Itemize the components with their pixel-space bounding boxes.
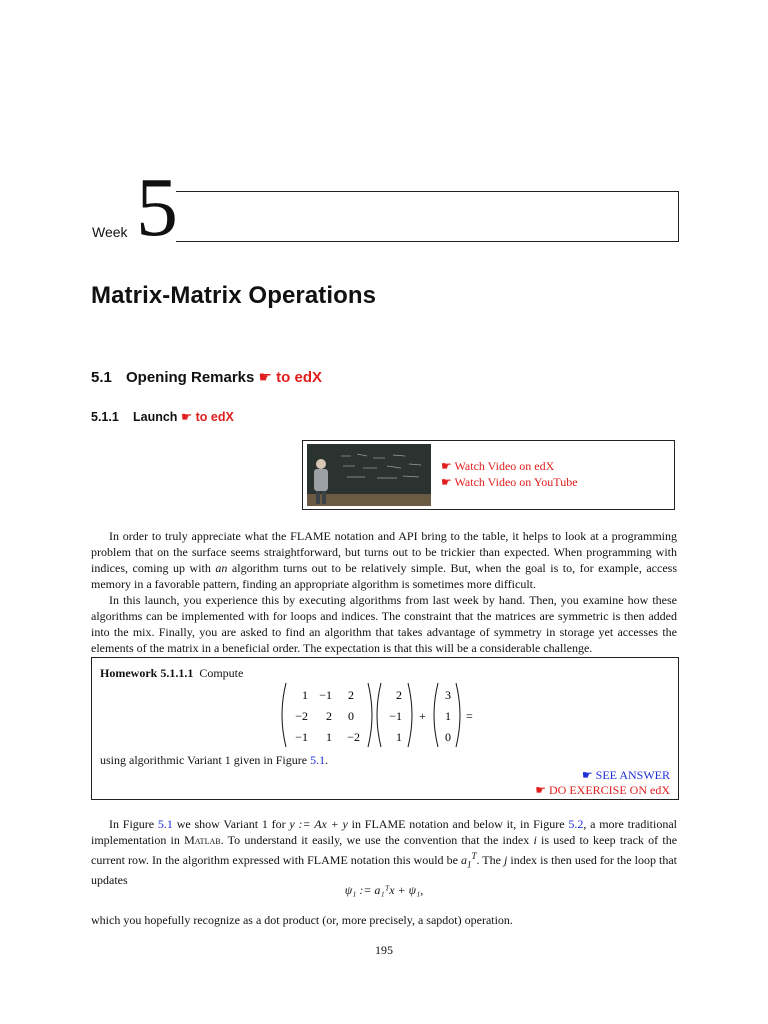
matrix-entry-1-2: 0 [348, 709, 354, 723]
vector-y-entry-0: 3 [445, 688, 451, 702]
p3-expression: y := Ax + y [289, 817, 348, 831]
homework-box [91, 657, 679, 800]
watch-youtube-text: Watch Video on YouTube [454, 475, 578, 489]
pointing-hand-icon: ☛ [258, 369, 277, 386]
page-number: 195 [375, 943, 393, 957]
figure-5-1-ref[interactable]: 5.1 [157, 817, 173, 831]
see-answer-link[interactable] [535, 768, 670, 783]
p3-text-7: . The [476, 853, 505, 867]
figure-5-1-link[interactable]: 5.1 [310, 753, 326, 767]
p1-text-b: algorithm turns out to be relatively simple. But, when the goal is to, for example, access memory in a favorable pattern, finding an appropriate algorithm is sometimes more difficult. [91, 561, 677, 591]
paragraph-intro [91, 528, 677, 592]
matrix-entry-2-2: −2 [347, 730, 360, 744]
matrix-entry-2-1: 1 [326, 730, 332, 744]
update-formula: ψ₁ := a₁ᵀx + ψ₁, [344, 883, 424, 897]
week-number: 5 [136, 161, 178, 254]
p3-text-3: in FLAME notation and below it, in Figure [347, 817, 569, 831]
p1-text-a: In order to truly appreciate what the FLAME notation and API bring to the table, it helps to look at a programming problem that on the surface seems straightforward, but turns out to be trickier than expected. When programming with indices, coming up with [91, 529, 677, 575]
do-exercise-text: DO EXERCISE ON edX [549, 783, 670, 797]
pointing-hand-icon: ☛ [535, 783, 549, 797]
pointing-hand-icon: ☛ [180, 410, 196, 424]
matrix-entry-0-0: 1 [302, 688, 308, 702]
p1-emphasis: an [215, 561, 228, 575]
section-link-text: to edX [276, 369, 323, 386]
section-edx-link[interactable] [259, 369, 322, 386]
video-thumbnail[interactable] [307, 444, 431, 506]
homework-equation [280, 680, 500, 750]
subsection-title: Launch [133, 410, 178, 424]
variant-end: . [325, 753, 329, 767]
do-exercise-link[interactable] [535, 783, 670, 798]
p2-text: In this launch, you experience this by executing algorithms from last week by hand. Then, you examine how these algorithms can be implemented with for loops and indices. The constraint that the matrices are symmetric is then added into the mix. Finally, you are asked to find an algorithm that takes advantage of symmetry in storage yet accesses the elements of the matrix in a beneficial order. The expectation is that this will be a considerable challenge. [91, 593, 677, 655]
variant-text: using algorithmic Variant 1 given in Figure [100, 753, 311, 767]
figure-5-2-ref[interactable]: 5.2 [568, 817, 584, 831]
matrix-entry-1-1: 2 [326, 709, 332, 723]
subsection-edx-link[interactable] [181, 410, 234, 424]
homework-text: Compute [199, 666, 244, 680]
homework-title [100, 666, 243, 681]
pointing-hand-icon: ☛ [441, 459, 455, 473]
matlab-name: Matlab [184, 833, 221, 847]
vector-x-entry-2: 1 [396, 730, 402, 744]
video-links [441, 458, 578, 490]
vector-x-entry-0: 2 [396, 688, 402, 702]
lecture-video-thumbnail [307, 444, 431, 506]
p3-text-6: is used to keep track of the current row. In the algorithm expressed with FLAME notation this would be [91, 833, 678, 867]
section-heading [91, 368, 322, 386]
subsection-number: 5.1.1 [91, 410, 119, 424]
video-box [302, 440, 675, 510]
index-j: j [504, 853, 508, 867]
week-header-box [91, 191, 679, 242]
vector-y-entry-2: 0 [445, 730, 451, 744]
matrix-entry-0-2: 2 [348, 688, 354, 702]
vector-x-entry-1: −1 [389, 709, 402, 723]
pointing-hand-icon: ☛ [581, 768, 596, 782]
p3-text-5: . To understand it easily, we use the convention that the index [220, 833, 534, 847]
p3-text-4: , a more traditional implementation in [91, 817, 677, 847]
matrix-entry-0-1: −1 [319, 688, 332, 702]
homework-links [535, 768, 670, 798]
p3-text-1: In Figure [109, 817, 158, 831]
homework-label: Homework 5.1.1.1 [100, 666, 194, 680]
plus-sign: + [419, 709, 426, 723]
paragraph-variant [91, 816, 677, 888]
matrix-entry-2-0: −1 [295, 730, 308, 744]
section-title: Opening Remarks [126, 369, 255, 386]
homework-variant-text [100, 753, 328, 768]
see-answer-text: SEE ANSWER [595, 768, 670, 782]
watch-edx-link[interactable] [441, 458, 578, 474]
watch-youtube-link[interactable] [441, 474, 578, 490]
paragraph-launch [91, 592, 677, 656]
vector-y-entry-1: 1 [445, 709, 451, 723]
paragraph-dot-product: which you hopefully recognize as a dot product (or, more precisely, a sapdot) operation. [91, 913, 513, 927]
a1-symbol: a [460, 853, 467, 867]
matrix-entry-1-0: −2 [295, 709, 308, 723]
subsection-link-text: to edX [195, 410, 234, 424]
subsection-heading [91, 409, 234, 424]
p3-text-8: index is then used for the loop that updates [91, 853, 677, 888]
section-number: 5.1 [91, 369, 112, 386]
row-vector-a1: $a_1^T$ [460, 851, 477, 870]
chapter-title: Matrix-Matrix Operations [91, 282, 377, 309]
watch-edx-text: Watch Video on edX [454, 459, 555, 473]
pointing-hand-icon: ☛ [441, 475, 455, 489]
index-i: i [533, 833, 537, 847]
equals-sign: = [466, 709, 473, 723]
p3-text-2: we show Variant 1 for [172, 817, 290, 831]
week-label: Week [92, 224, 128, 240]
